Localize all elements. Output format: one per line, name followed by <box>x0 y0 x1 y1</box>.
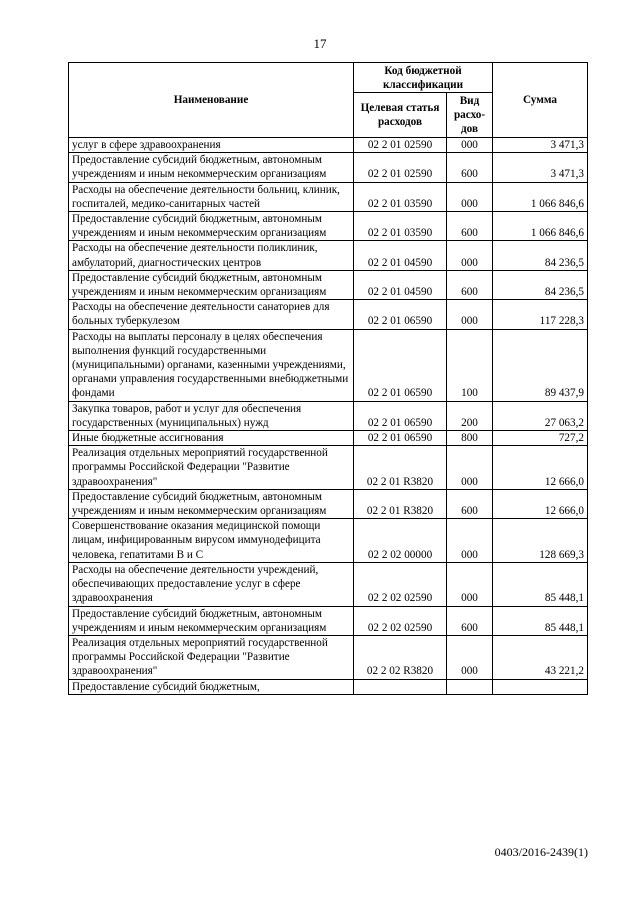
table-row <box>69 138 588 153</box>
cell-kind: 600 <box>447 489 493 518</box>
cell-kind: 000 <box>447 562 493 606</box>
table-body <box>69 138 588 695</box>
cell-name: Расходы на обеспечение деятельности учреждений, обеспечивающих предоставление услуг в сфере здравоохранения <box>69 562 354 606</box>
cell-code: 02 2 01 04590 <box>354 270 447 299</box>
table-row <box>69 446 588 490</box>
cell-name: Предоставление субсидий бюджетным, автономным учреждениям и иным некоммерческим организациям <box>69 606 354 635</box>
table-row <box>69 519 588 563</box>
cell-sum: 12 666,0 <box>493 446 588 490</box>
cell-kind: 600 <box>447 270 493 299</box>
table-row <box>69 241 588 270</box>
cell-code: 02 2 02 R3820 <box>354 635 447 679</box>
cell-kind: 000 <box>447 519 493 563</box>
cell-kind: 000 <box>447 446 493 490</box>
document-code: 0403/2016-2439(1) <box>494 845 588 859</box>
cell-kind: 200 <box>447 401 493 430</box>
cell-code: 02 2 01 02590 <box>354 138 447 153</box>
cell-kind <box>447 679 493 694</box>
header-sum: Сумма <box>493 63 588 138</box>
cell-sum: 1 066 846,6 <box>493 212 588 241</box>
cell-code: 02 2 01 04590 <box>354 241 447 270</box>
cell-name: Расходы на выплаты персоналу в целях обеспечения выполнения функций государственными (муниципальными) органами, казенными учреждениями, органами управления государственными внебюджетными фондами <box>69 329 354 401</box>
cell-code: 02 2 01 R3820 <box>354 446 447 490</box>
table-row <box>69 182 588 211</box>
cell-name: Расходы на обеспечение деятельности поликлиник, амбулаторий, диагностических центров <box>69 241 354 270</box>
cell-sum: 3 471,3 <box>493 138 588 153</box>
cell-kind: 000 <box>447 138 493 153</box>
cell-name: Закупка товаров, работ и услуг для обеспечения государственных (муниципальных) нужд <box>69 401 354 430</box>
cell-code: 02 2 02 00000 <box>354 519 447 563</box>
cell-name: Реализация отдельных мероприятий государственной программы Российской Федерации "Развитие здравоохранения" <box>69 635 354 679</box>
cell-kind: 600 <box>447 153 493 182</box>
page-number: 17 <box>313 36 327 51</box>
cell-sum: 3 471,3 <box>493 153 588 182</box>
table-row <box>69 431 588 446</box>
cell-sum: 85 448,1 <box>493 562 588 606</box>
table-row <box>69 153 588 182</box>
cell-name: Предоставление субсидий бюджетным, автономным учреждениям и иным некоммерческим организациям <box>69 153 354 182</box>
cell-name: Предоставление субсидий бюджетным, автономным учреждениям и иным некоммерческим организациям <box>69 489 354 518</box>
cell-name: услуг в сфере здравоохранения <box>69 138 354 153</box>
cell-code: 02 2 01 06590 <box>354 300 447 329</box>
cell-name: Совершенствование оказания медицинской помощи лицам, инфицированным вирусом иммунодефицита человека, гепатитами В и С <box>69 519 354 563</box>
cell-sum: 117 228,3 <box>493 300 588 329</box>
header-name: Наименование <box>69 63 354 138</box>
cell-kind: 800 <box>447 431 493 446</box>
cell-name: Предоставление субсидий бюджетным, автономным учреждениям и иным некоммерческим организациям <box>69 270 354 299</box>
table-row <box>69 300 588 329</box>
cell-name: Иные бюджетные ассигнования <box>69 431 354 446</box>
cell-sum <box>493 679 588 694</box>
cell-sum: 727,2 <box>493 431 588 446</box>
cell-code: 02 2 01 R3820 <box>354 489 447 518</box>
cell-sum: 43 221,2 <box>493 635 588 679</box>
cell-sum: 128 669,3 <box>493 519 588 563</box>
header-code-group: Код бюджетной классификации <box>354 63 493 93</box>
table-row <box>69 212 588 241</box>
cell-sum: 27 063,2 <box>493 401 588 430</box>
cell-code <box>354 679 447 694</box>
cell-code: 02 2 01 03590 <box>354 212 447 241</box>
cell-name: Предоставление субсидий бюджетным, <box>69 679 354 694</box>
table-row <box>69 606 588 635</box>
cell-code: 02 2 01 06590 <box>354 431 447 446</box>
cell-kind: 000 <box>447 241 493 270</box>
cell-code: 02 2 01 06590 <box>354 329 447 401</box>
cell-sum: 85 448,1 <box>493 606 588 635</box>
cell-name: Расходы на обеспечение деятельности санаториев для больных туберкулезом <box>69 300 354 329</box>
table-row <box>69 679 588 694</box>
cell-name: Расходы на обеспечение деятельности больниц, клиник, госпиталей, медико-санитарных частей <box>69 182 354 211</box>
cell-code: 02 2 01 03590 <box>354 182 447 211</box>
cell-kind: 600 <box>447 606 493 635</box>
cell-kind: 100 <box>447 329 493 401</box>
cell-code: 02 2 02 02590 <box>354 606 447 635</box>
cell-code: 02 2 01 02590 <box>354 153 447 182</box>
cell-kind: 000 <box>447 635 493 679</box>
table-row <box>69 401 588 430</box>
cell-sum: 12 666,0 <box>493 489 588 518</box>
table-row <box>69 270 588 299</box>
cell-code: 02 2 01 06590 <box>354 401 447 430</box>
cell-sum: 89 437,9 <box>493 329 588 401</box>
table-row <box>69 635 588 679</box>
table-row <box>69 329 588 401</box>
header-expense-type: Вид расхо-дов <box>447 93 493 138</box>
cell-sum: 84 236,5 <box>493 241 588 270</box>
header-target-article: Целевая статья расходов <box>354 93 447 138</box>
cell-kind: 600 <box>447 212 493 241</box>
cell-name: Реализация отдельных мероприятий государственной программы Российской Федерации "Развитие здравоохранения" <box>69 446 354 490</box>
table-row <box>69 489 588 518</box>
cell-sum: 84 236,5 <box>493 270 588 299</box>
cell-code: 02 2 02 02590 <box>354 562 447 606</box>
table-row <box>69 562 588 606</box>
cell-kind: 000 <box>447 300 493 329</box>
cell-sum: 1 066 846,6 <box>493 182 588 211</box>
budget-table <box>68 62 588 695</box>
cell-kind: 000 <box>447 182 493 211</box>
cell-name: Предоставление субсидий бюджетным, автономным учреждениям и иным некоммерческим организациям <box>69 212 354 241</box>
